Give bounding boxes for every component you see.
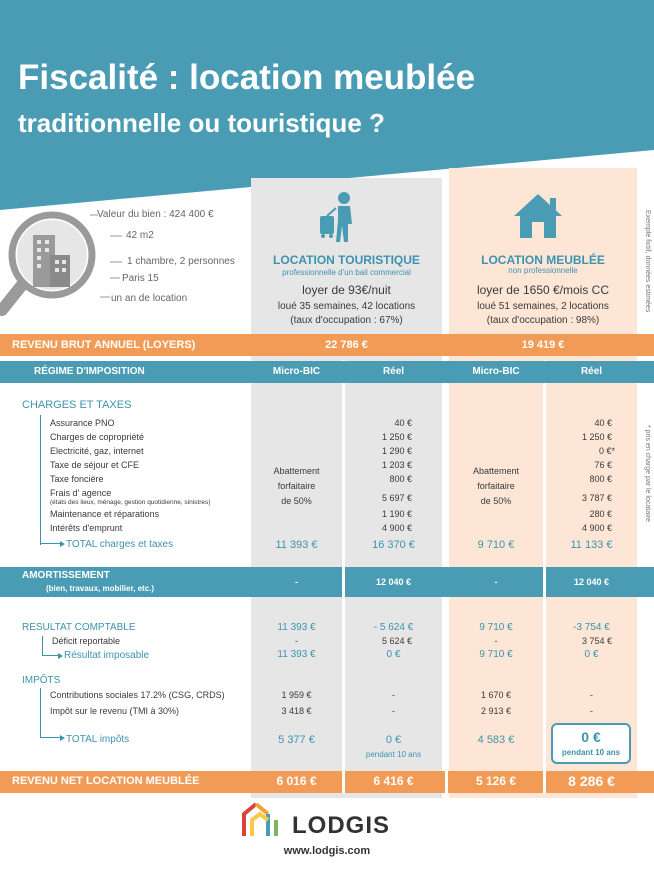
lodgis-logo-icon [240, 800, 292, 840]
regime-label: RÉGIME D'IMPOSITION [34, 366, 145, 377]
amortissement-label: AMORTISSEMENT [22, 570, 110, 581]
abattement-line: Abattement [472, 466, 520, 476]
resultat-value: - 5 624 € [373, 622, 414, 633]
charge-value: 40 € [594, 418, 612, 428]
imposable-label: Résultat imposable [64, 650, 150, 661]
footer-brand: LODGIS [292, 812, 391, 839]
charge-value: 1 190 € [381, 509, 412, 519]
charge-label: Charges de copropriété [50, 432, 145, 442]
resultat-value: 9 710 € [479, 622, 513, 633]
ir-value: 3 418 € [281, 706, 312, 716]
amortissement-value: - [494, 577, 498, 587]
imposable-value: 9 710 € [479, 649, 513, 660]
charge-value: 1 290 € [381, 446, 412, 456]
arrow-icon [40, 536, 62, 544]
charges-total: 9 710 € [477, 539, 515, 551]
charge-value: 280 € [589, 509, 612, 519]
arrow-icon [42, 636, 60, 656]
charge-label: Intérêts d'emprunt [50, 523, 123, 533]
revenu-net-value: 6 416 € [373, 774, 414, 788]
touristique-loyer: loyer de 93€/nuit [302, 283, 391, 297]
charge-label: Taxe foncière [50, 474, 104, 484]
amortissement-value: - [295, 577, 298, 587]
meublee-subtitle: non professionnelle [508, 266, 578, 275]
amortissement-value: 12 040 € [573, 577, 610, 587]
charge-value: 4 900 € [581, 523, 612, 533]
ir-value: - [392, 706, 395, 716]
charge-value: 76 € [594, 460, 612, 470]
traveler-icon [312, 190, 362, 245]
resultat-label: RESULTAT COMPTABLE [22, 622, 136, 633]
revenu-brut-meublee: 19 419 € [521, 339, 565, 351]
ir-value: 2 913 € [480, 706, 512, 716]
deficit-label: Déficit reportable [52, 636, 121, 646]
regime-col: Réel [382, 366, 405, 377]
abattement-meublee [449, 464, 543, 509]
impots-total-label: TOTAL impôts [66, 734, 130, 745]
resultat-value: 11 393 € [277, 622, 316, 633]
ir-label: Impôt sur le revenu (TMI à 30%) [50, 706, 180, 716]
property-location: Paris 15 [122, 273, 159, 284]
deficit-value: 5 624 € [381, 636, 412, 646]
charge-value: 800 € [389, 474, 412, 484]
col-divider [445, 771, 448, 793]
charge-value: 1 250 € [581, 432, 612, 442]
pendant-note: pendant 10 ans [365, 750, 422, 759]
charge-value: 4 900 € [381, 523, 412, 533]
charge-label: Frais d' agence [50, 488, 112, 498]
charge-value: 3 787 € [581, 493, 612, 503]
meublee-loue: loué 51 semaines, 2 locations [477, 301, 609, 312]
deficit-value: - [295, 636, 298, 646]
abattement-line: de 50% [480, 496, 512, 506]
imposable-value: 0 € [584, 649, 599, 660]
impots-total-highlight: 0 € [581, 729, 601, 745]
charges-total: 11 133 € [570, 539, 613, 551]
charge-value: 0 €* [598, 446, 615, 456]
connector-lines [70, 205, 130, 305]
side-note-example: Exemple fictif, données estimées [644, 210, 651, 313]
imposable-value: 11 393 € [277, 649, 316, 660]
bracket-line [40, 415, 41, 545]
abattement-touristique [251, 464, 342, 509]
property-value: Valeur du bien : 424 400 € [97, 209, 214, 220]
revenu-brut-label: REVENU BRUT ANNUEL (LOYERS) [12, 339, 196, 351]
charge-value: 800 € [589, 474, 612, 484]
csg-value: 1 959 € [281, 690, 312, 700]
impots-total: 4 583 € [477, 734, 515, 746]
regime-col: Micro-BIC [272, 366, 321, 377]
charge-label: Maintenance et réparations [50, 509, 160, 519]
charges-title: CHARGES ET TAXES [22, 399, 132, 411]
touristique-title: LOCATION TOURISTIQUE [273, 253, 420, 267]
deficit-value: - [494, 636, 498, 646]
touristique-loue: loué 35 semaines, 42 locations [277, 301, 416, 312]
charge-label: Assurance PNO [50, 418, 115, 428]
pendant-note-highlight: pendant 10 ans [561, 748, 621, 757]
revenu-net-label: REVENU NET LOCATION MEUBLÉE [12, 775, 200, 787]
regime-col: Micro-BIC [472, 366, 520, 377]
page-title: Fiscalité : location meublée [18, 58, 476, 97]
charge-label: Electricité, gaz, internet [50, 446, 144, 456]
revenu-net-value: 5 126 € [475, 774, 517, 788]
impots-title: IMPÔTS [22, 675, 61, 686]
revenu-brut-touristique: 22 786 € [325, 339, 368, 351]
house-icon [512, 192, 564, 242]
meublee-title: LOCATION MEUBLÉE [481, 253, 605, 267]
property-surface: 42 m2 [126, 230, 154, 241]
revenu-net-value: 6 016 € [276, 774, 317, 788]
csg-value: - [392, 690, 395, 700]
impots-total: 5 377 € [278, 734, 315, 746]
charges-total: 11 393 € [275, 539, 318, 551]
touristique-taux: (taux d'occupation : 67%) [290, 315, 403, 326]
imposable-value: 0 € [386, 649, 401, 660]
abattement-line: forfaitaire [477, 481, 515, 491]
charge-value: 1 203 € [381, 460, 412, 470]
csg-value: 1 670 € [480, 690, 512, 700]
impots-total: 0 € [385, 734, 402, 746]
resultat-value: -3 754 € [573, 622, 610, 633]
deficit-value: 3 754 € [581, 636, 612, 646]
frais-note: (états des lieux, ménage, gestion quotidienne, sinistres) [50, 499, 211, 506]
csg-label: Contributions sociales 17.2% (CSG, CRDS) [50, 690, 225, 700]
amortissement-sub: (bien, travaux, mobilier, etc.) [46, 584, 155, 593]
csg-value: - [590, 690, 593, 700]
regime-col: Réel [580, 366, 603, 377]
abattement-line: Abattement [273, 466, 320, 476]
amortissement-value: 12 040 € [375, 577, 412, 587]
abattement-line: de 50% [281, 496, 312, 506]
meublee-loyer: loyer de 1650 €/mois CC [476, 283, 610, 297]
footer-url[interactable]: www.lodgis.com [283, 845, 371, 857]
charge-label: Taxe de séjour et CFE [50, 460, 140, 470]
charge-value: 40 € [394, 418, 412, 428]
charges-total: 16 370 € [372, 539, 415, 551]
meublee-taux: (taux d'occupation : 98%) [486, 315, 600, 326]
abattement-line: forfaitaire [277, 481, 316, 491]
charges-total-label: TOTAL charges et taxes [66, 539, 174, 550]
property-duration: un an de location [111, 293, 188, 304]
property-rooms: 1 chambre, 2 personnes [127, 256, 235, 267]
charge-value: 1 250 € [381, 432, 412, 442]
charge-value: 5 697 € [381, 493, 412, 503]
arrow-icon [40, 730, 62, 738]
revenu-net-value: 8 286 € [568, 773, 615, 789]
side-note-locataire: * pris en charge par le locataire [644, 425, 651, 522]
ir-value: - [590, 706, 593, 716]
touristique-subtitle: professionnelle d'un bail commercial [282, 268, 411, 277]
page-subtitle: traditionnelle ou touristique ? [18, 108, 385, 138]
